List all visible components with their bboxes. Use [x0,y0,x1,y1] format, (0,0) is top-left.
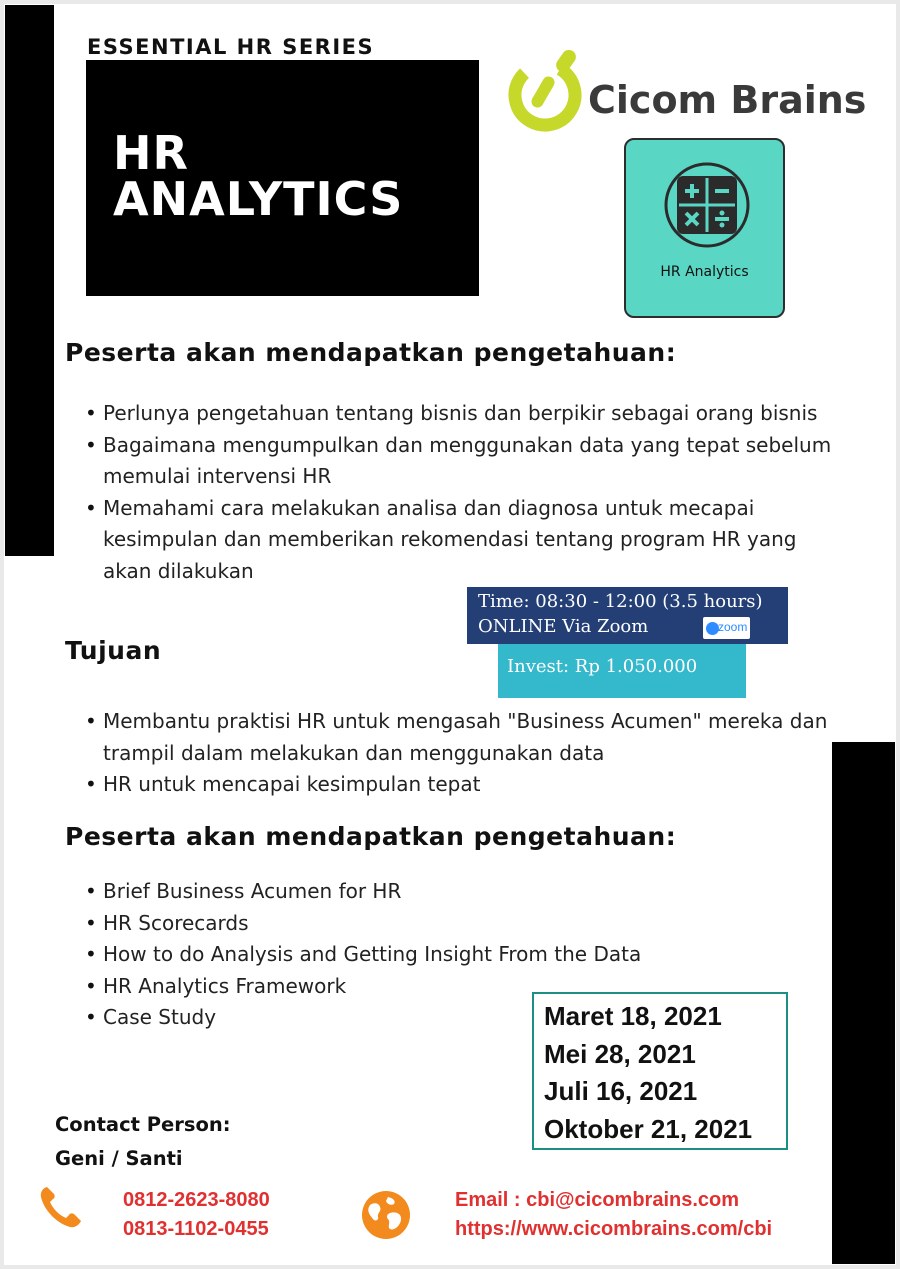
list-item: • HR Analytics Framework [79,971,839,1003]
contact-person [55,1108,231,1176]
list-item: • HR untuk mencapai kesimpulan tepat [79,769,839,801]
online-text: ONLINE Via Zoom [478,616,649,637]
website-link[interactable]: https://www.cicombrains.com/cbi [455,1218,773,1240]
list-item: • Memahami cara melakukan analisa dan diagnosa untuk mecapai kesimpulan dan memberikan rekomendasi tentang program HR yang akan dilakukan [79,493,839,588]
list-item: • HR Scorecards [79,908,839,940]
brand-name: Cicom Brains [588,78,867,122]
date-item: Maret 18, 2021 [544,1001,722,1031]
page-title [113,126,404,226]
list-item: • Brief Business Acumen for HR [79,876,839,908]
list-item: • Perlunya pengetahuan tentang bisnis dan berpikir sebagai orang bisnis [79,398,839,430]
email-link[interactable]: Email : cbi@cicombrains.com [455,1189,740,1211]
section-heading-knowledge-2: Peserta akan mendapatkan pengetahuan: [65,822,677,851]
web-contacts [455,1186,772,1244]
title-line-2: ANALYTICS [113,172,404,226]
section-heading-knowledge: Peserta akan mendapatkan pengetahuan: [65,338,677,367]
list-item: • Membantu praktisi HR untuk mengasah "Business Acumen" mereka dan trampil dalam melakukan dan menggunakan data [79,706,839,769]
phone-2[interactable]: 0813-1102-0455 [123,1218,269,1240]
date-item: Juli 16, 2021 [544,1076,698,1106]
list-item: • How to do Analysis and Getting Insight From the Data [79,939,839,971]
list-item: • Case Study [79,1002,839,1034]
tile-label: HR Analytics [660,264,749,280]
title-line-1: HR [113,126,189,180]
contact-names: Geni / Santi [55,1147,183,1170]
date-item: Mei 28, 2021 [544,1038,696,1069]
goals-list [79,706,839,801]
time-text: Time: 08:30 - 12:00 (3.5 hours) [478,591,763,612]
cicom-logo-icon [505,45,595,135]
calculator-icon [655,161,759,249]
invest-box: Invest: Rp 1.050.000 [498,644,746,698]
left-black-bar [5,5,54,556]
knowledge-list [79,398,839,587]
right-black-bar [832,742,895,1264]
zoom-logo-text: zoom [718,620,748,634]
phone-1[interactable]: 0812-2623-8080 [123,1189,270,1211]
phone-numbers [123,1186,270,1244]
series-label: ESSENTIAL HR SERIES [87,35,375,59]
dates-list [544,998,752,1148]
section-heading-goals: Tujuan [65,636,162,665]
list-item: • Bagaimana mengumpulkan dan menggunakan data yang tepat sebelum memulai intervensi HR [79,430,839,493]
date-item: Oktober 21, 2021 [544,1113,753,1144]
globe-icon [360,1189,412,1241]
phone-icon [38,1184,84,1230]
contact-label: Contact Person: [55,1113,231,1136]
